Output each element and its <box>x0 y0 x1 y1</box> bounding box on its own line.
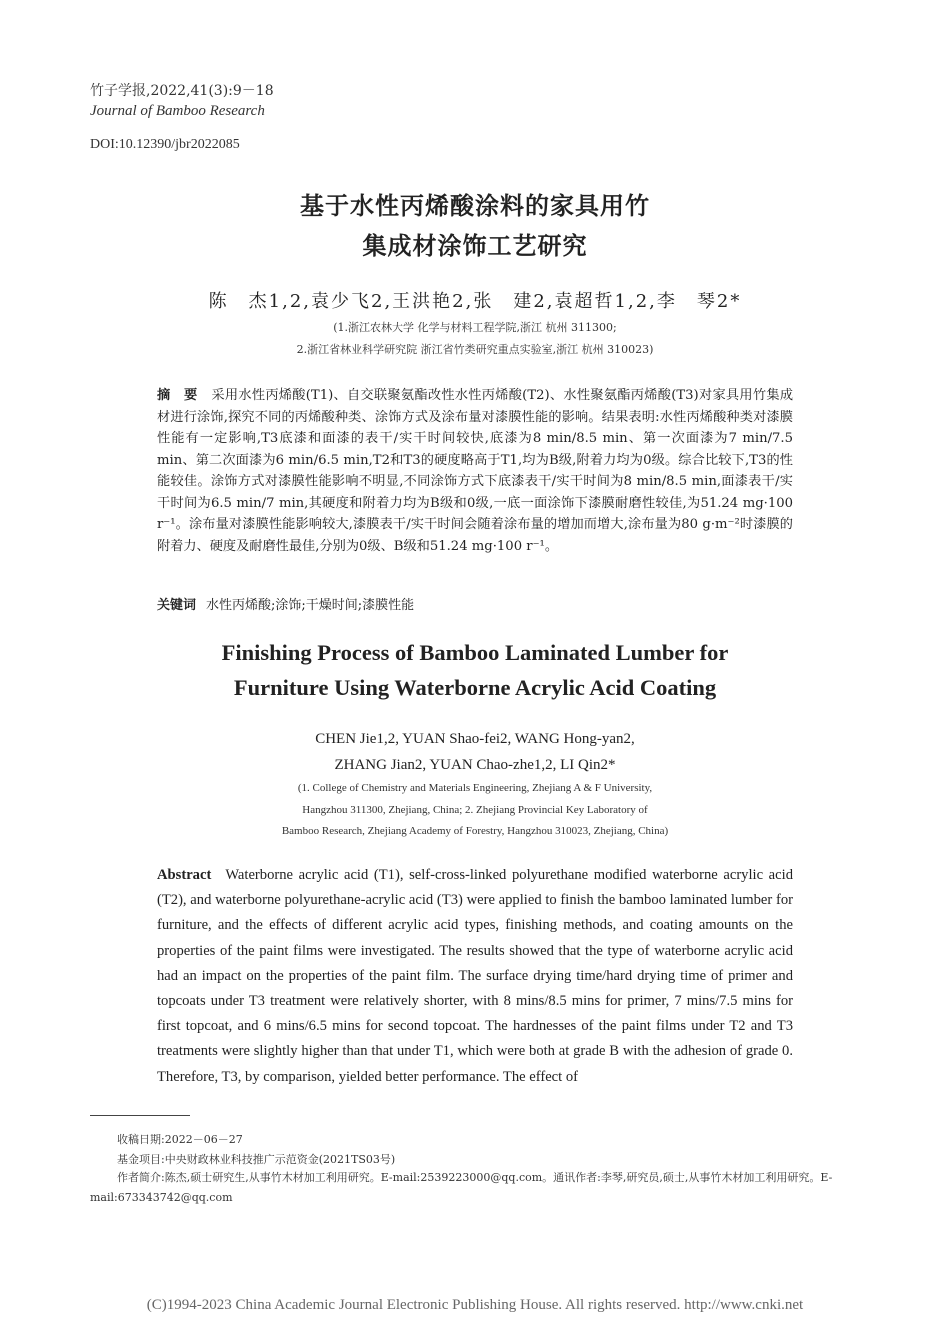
title-cn-line1: 基于水性丙烯酸涂料的家具用竹 <box>300 192 650 220</box>
abstract-cn <box>157 385 793 557</box>
authors-cn: 陈 杰1,2,袁少飞2,王洪艳2,张 建2,袁超哲1,2,李 琴2* <box>208 291 742 312</box>
abstract-en <box>157 863 793 1090</box>
affiliation-en-1: (1. College of Chemistry and Materials Engineering, Zhejiang A & F University, <box>297 782 653 794</box>
doi: DOI:10.12390/jbr2022085 <box>90 137 240 152</box>
footnote-divider <box>90 1115 190 1116</box>
affiliation-cn-1: (1.浙江农林大学 化学与材料工程学院,浙江 杭州 311300; <box>333 321 617 334</box>
keywords-cn <box>157 594 414 613</box>
abstract-cn-label: 摘 要 <box>157 388 198 403</box>
title-en-line1: Finishing Process of Bamboo Laminated Lumber for <box>221 640 729 665</box>
journal-name-en: Journal of Bamboo Research <box>90 103 265 119</box>
footnote-received: 收稿日期:2022－06－27 <box>117 1133 243 1146</box>
keywords-label: 关键词 <box>157 598 197 613</box>
keywords-text: 水性丙烯酸;涂饰;干燥时间;漆膜性能 <box>206 598 415 613</box>
abstract-en-label: Abstract <box>157 867 212 883</box>
authors-en-line2: ZHANG Jian2, YUAN Chao-zhe1,2, LI Qin2* <box>334 757 616 773</box>
footnote-fund: 基金项目:中央财政林业科技推广示范资金(2021TS03号) <box>117 1153 396 1166</box>
affiliation-en-3: Bamboo Research, Zhejiang Academy of Forestry, Hangzhou 310023, Zhejiang, China) <box>281 825 669 837</box>
copyright-notice: (C)1994-2023 China Academic Journal Electronic Publishing House. All rights reserved. http://www.cnki.net <box>146 1297 804 1313</box>
abstract-en-text: Waterborne acrylic acid (T1), self-cross-linked polyurethane modified waterborne acrylic acid (T2), and waterborne polyurethane-acrylic acid (T3) were applied to finish the bamboo laminated lumber for furniture, and the effects of different acrylic acid types, finishing methods, and coating amounts on the properties of the paint films were investigated. The results showed that the type of waterborne acrylic acid had an impact on the properties of the paint film. The surface drying time/hard drying time of primer and topcoats under T3 treatment were relatively shorter, with 8 mins/8.5 mins for primer, 7 mins/7.5 mins for first topcoat, and 6 mins/6.5 mins for second topcoat. The hardnesses of the paint films under T2 and T3 treatments were slightly higher than that under T1, which were both at grade B with the adhesion of grade 0. Therefore, T3, by comparison, yielded better performance. The effect of <box>157 867 793 1085</box>
journal-citation-cn: 竹子学报,2022,41(3):9－18 <box>90 83 274 99</box>
affiliation-en-2: Hangzhou 311300, Zhejiang, China; 2. Zhejiang Provincial Key Laboratory of <box>302 804 648 816</box>
affiliation-cn-2: 2.浙江省林业科学研究院 浙江省竹类研究重点实验室,浙江 杭州 310023) <box>296 343 654 356</box>
abstract-cn-text: 采用水性丙烯酸(T1)、自交联聚氨酯改性水性丙烯酸(T2)、水性聚氨酯丙烯酸(T3)对家具用竹集成材进行涂饰,探究不同的丙烯酸种类、涂饰方式及涂布量对漆膜性能的影响。结果表明:水性丙烯酸种类对漆膜性能有一定影响,T3底漆和面漆的表干/实干时间较快,底漆为8 min/8.5 min、第一次面漆为7 min/7.5 min、第二次面漆为6 min/6.5 min,T2和T3的硬度略高于T1,均为B级,附着力均为0级。综合比较下,T3的性能较佳。涂饰方式对漆膜性能影响不明显,不同涂饰方式下底漆表干/实干时间为8 min/8.5 min,面漆表干/实干时间为6.5 min/7 min,其硬度和附着力均为B级和0级,一底一面涂饰下漆膜耐磨性较佳,为51.24 mg·100 r⁻¹。涂布量对漆膜性能影响较大,漆膜表干/实干时间会随着涂布量的增加而增大,涂布量为80 g·m⁻²时漆膜的附着力、硬度及耐磨性最佳,分别为0级、B级和51.24 mg·100 r⁻¹。 <box>157 388 794 554</box>
title-cn-line2: 集成材涂饰工艺研究 <box>362 232 588 260</box>
footnote-author-info: 作者简介:陈杰,硕士研究生,从事竹木材加工利用研究。E-mail:2539223000@qq.com。通讯作者:李琴,研究员,硕士,从事竹木材加工利用研究。E-mail:673343742@qq.com <box>90 1171 833 1204</box>
authors-en-line1: CHEN Jie1,2, YUAN Shao-fei2, WANG Hong-yan2, <box>315 731 635 747</box>
title-en-line2: Furniture Using Waterborne Acrylic Acid Coating <box>233 675 717 700</box>
